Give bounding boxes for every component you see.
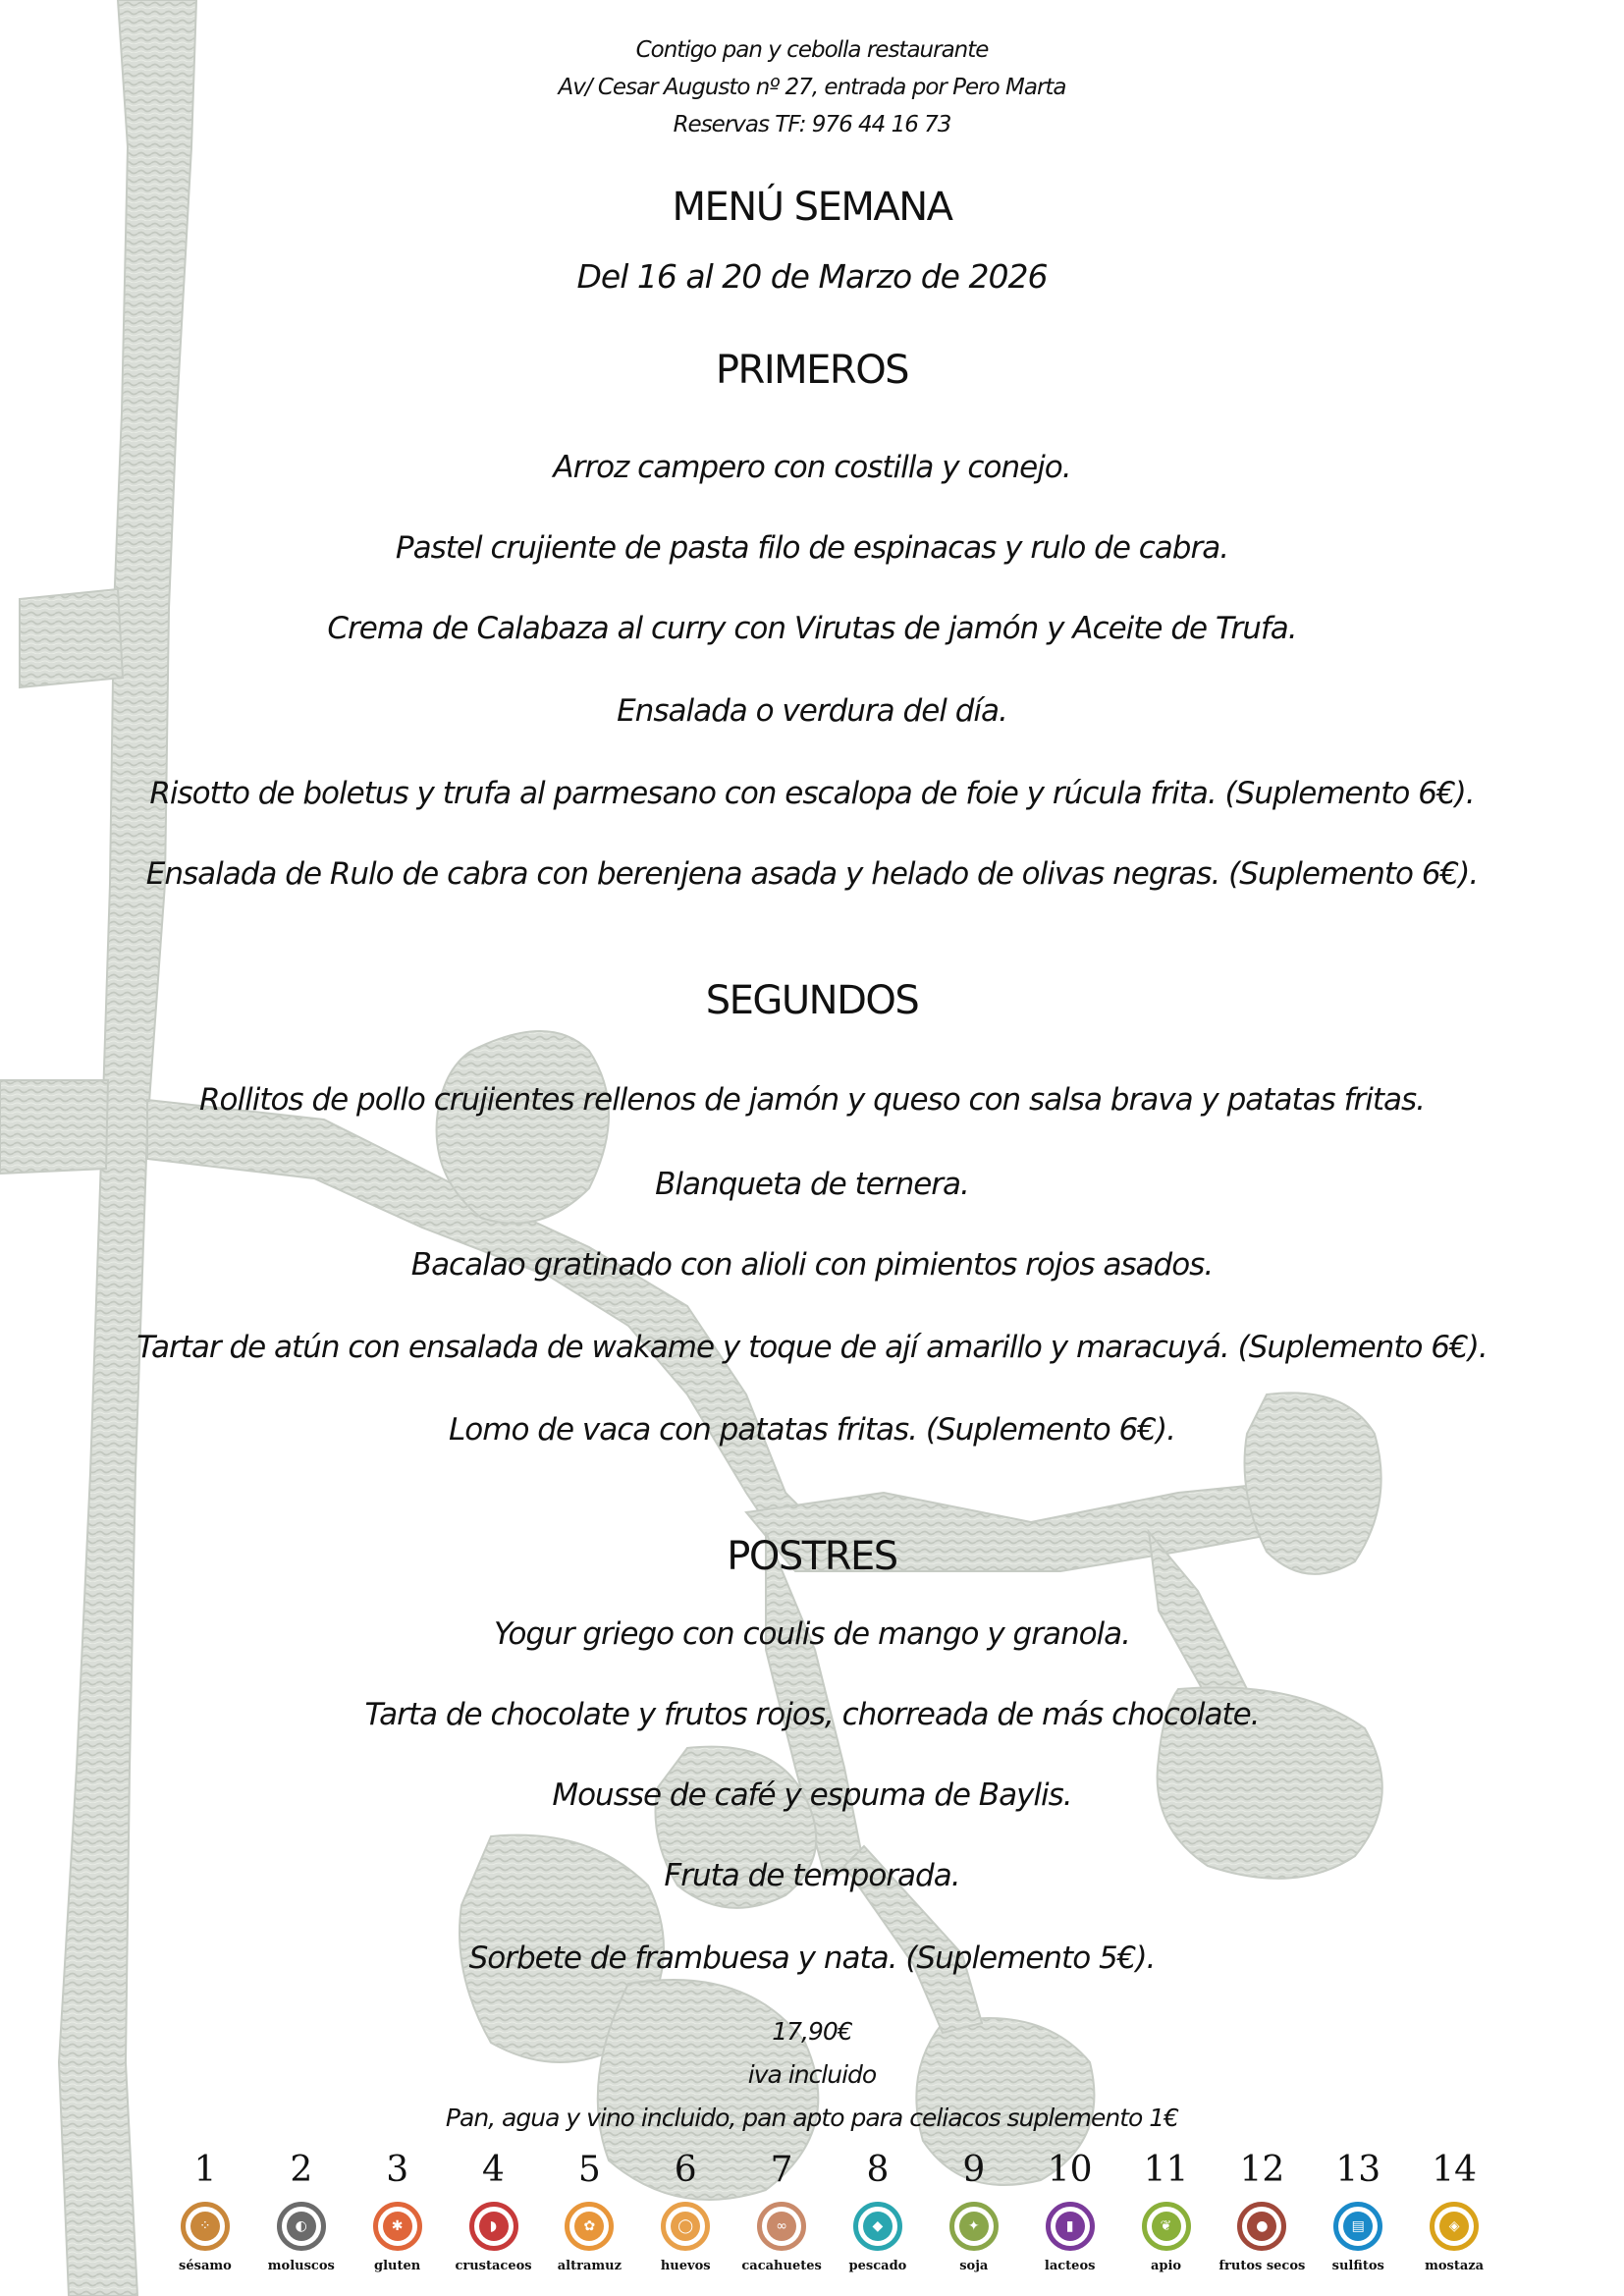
dish-item: Lomo de vaca con patatas fritas. (Suplemento 6€). [449, 1412, 1175, 1448]
restaurant-name: Contigo pan y cebolla restaurante [635, 37, 989, 63]
dish-item: Pastel crujiente de pasta filo de espinacas y rulo de cabra. [395, 530, 1229, 566]
mollusc-icon: ◐ [277, 2202, 326, 2251]
allergen-number: 9 [962, 2150, 986, 2190]
allergen-item [1214, 2151, 1310, 2273]
allergen-number: 11 [1143, 2150, 1189, 2190]
allergen-name: sésamo [179, 2259, 232, 2273]
allergen-number: 10 [1047, 2150, 1093, 2190]
section-heading-primeros: PRIMEROS [715, 348, 909, 393]
dish-item: Risotto de boletus y trufa al parmesano con escalopa de foie y rúcula frita. (Suplemento 6€). [149, 776, 1475, 811]
allergen-number: 14 [1432, 2150, 1477, 2190]
allergen-name: mostaza [1425, 2259, 1485, 2273]
egg-icon: ◯ [661, 2202, 710, 2251]
dish-item: Crema de Calabaza al curry con Virutas de jamón y Aceite de Trufa. [327, 611, 1297, 646]
reservations-phone: Reservas TF: 976 44 16 73 [673, 112, 951, 137]
gluten-icon: ✱ [373, 2202, 422, 2251]
sesame-icon: ⁘ [181, 2202, 230, 2251]
dish-item: Ensalada de Rulo de cabra con berenjena asada y helado de olivas negras. (Suplemento 6€). [145, 856, 1479, 892]
dish-item: Blanqueta de ternera. [655, 1167, 969, 1202]
sulphites-icon: ▤ [1333, 2202, 1382, 2251]
dish-item: Fruta de temporada. [664, 1858, 960, 1893]
menu-title: MENÚ SEMANA [672, 185, 952, 230]
allergen-item [446, 2151, 542, 2273]
peanut-icon: ∞ [757, 2202, 806, 2251]
allergen-item [926, 2151, 1022, 2273]
menu-price: 17,90€ [772, 2017, 852, 2046]
allergen-number: 5 [577, 2150, 601, 2190]
allergen-number: 4 [482, 2150, 505, 2190]
allergen-item [1022, 2151, 1118, 2273]
tax-note: iva incluido [747, 2060, 877, 2089]
allergen-number: 13 [1335, 2150, 1381, 2190]
dish-item: Ensalada o verdura del día. [617, 693, 1007, 729]
allergen-item [541, 2151, 637, 2273]
lupin-icon: ✿ [565, 2202, 614, 2251]
restaurant-address: Av/ Cesar Augusto nº 27, entrada por Pero Marta [558, 75, 1066, 100]
allergen-number: 12 [1239, 2150, 1285, 2190]
allergen-name: cacahuetes [741, 2259, 822, 2273]
allergen-name: crustaceos [455, 2259, 532, 2273]
allergen-item [253, 2151, 350, 2273]
dish-item: Rollitos de pollo crujientes rellenos de jamón y queso con salsa brava y patatas fritas. [198, 1082, 1426, 1118]
allergen-item [1406, 2151, 1502, 2273]
allergen-number: 3 [386, 2150, 409, 2190]
allergen-number: 2 [290, 2150, 313, 2190]
allergen-name: lacteos [1044, 2259, 1096, 2273]
allergen-item [830, 2151, 926, 2273]
dish-item: Tarta de chocolate y frutos rojos, chorreada de más chocolate. [364, 1697, 1260, 1732]
allergen-item [637, 2151, 733, 2273]
allergen-item [733, 2151, 830, 2273]
allergen-name: sulfitos [1331, 2259, 1384, 2273]
allergen-name: huevos [660, 2259, 711, 2273]
nuts-icon: ● [1237, 2202, 1286, 2251]
dish-item: Mousse de café y espuma de Baylis. [552, 1777, 1072, 1813]
allergen-number: 6 [674, 2150, 697, 2190]
dish-item: Tartar de atún con ensalada de wakame y toque de ají amarillo y maracuyá. (Suplemento 6€). [136, 1330, 1488, 1365]
menu-dates: Del 16 al 20 de Marzo de 2026 [576, 257, 1048, 296]
allergen-name: moluscos [267, 2259, 335, 2273]
dish-item: Yogur griego con coulis de mango y granola. [493, 1616, 1131, 1652]
dish-item: Arroz campero con costilla y conejo. [553, 450, 1071, 485]
allergen-item [157, 2151, 253, 2273]
allergen-item [1310, 2151, 1406, 2273]
fish-icon: ◆ [853, 2202, 902, 2251]
dairy-icon: ▮ [1046, 2202, 1095, 2251]
allergen-name: soja [959, 2259, 989, 2273]
allergen-name: pescado [848, 2259, 907, 2273]
included-note: Pan, agua y vino incluido, pan apto para celiacos suplemento 1€ [445, 2104, 1179, 2132]
allergen-legend [157, 2151, 1502, 2273]
section-heading-segundos: SEGUNDOS [705, 978, 919, 1023]
allergen-name: apio [1150, 2259, 1182, 2273]
soy-icon: ✦ [949, 2202, 999, 2251]
allergen-name: gluten [374, 2259, 421, 2273]
allergen-number: 8 [866, 2150, 890, 2190]
allergen-item [1118, 2151, 1215, 2273]
mustard-icon: ◈ [1430, 2202, 1479, 2251]
allergen-name: frutos secos [1218, 2259, 1306, 2273]
section-heading-postres: POSTRES [727, 1534, 897, 1579]
dish-item: Sorbete de frambuesa y nata. (Suplemento 5€). [468, 1941, 1156, 1976]
allergen-number: 7 [770, 2150, 793, 2190]
dish-item: Bacalao gratinado con alioli con pimientos rojos asados. [410, 1247, 1214, 1283]
celery-icon: ❦ [1142, 2202, 1191, 2251]
allergen-number: 1 [193, 2150, 217, 2190]
crustacean-icon: ◗ [469, 2202, 518, 2251]
allergen-item [350, 2151, 446, 2273]
allergen-name: altramuz [557, 2259, 622, 2273]
